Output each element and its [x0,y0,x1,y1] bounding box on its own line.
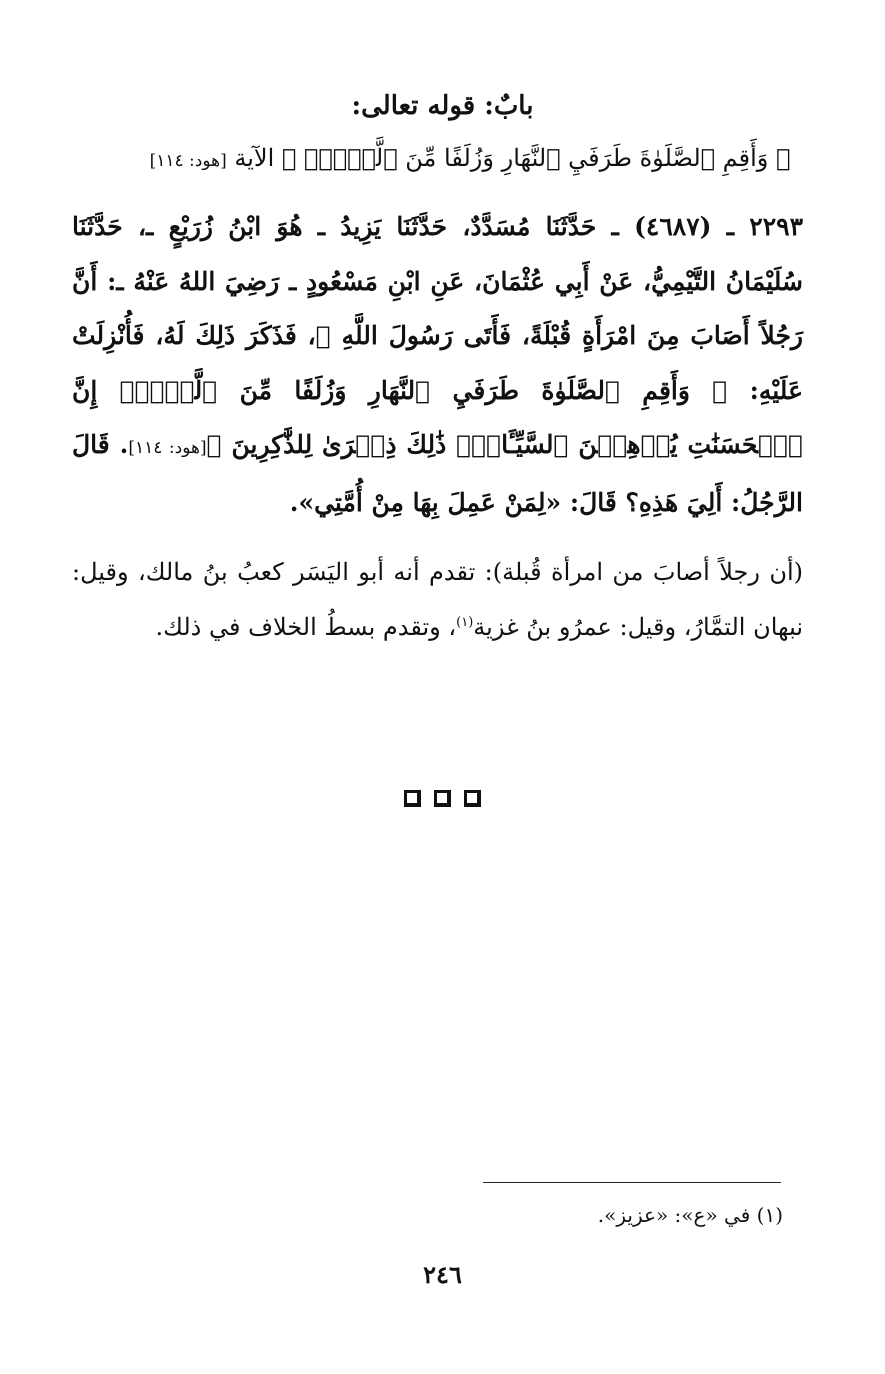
section-separator [0,790,885,807]
hadith-text [72,200,803,530]
separator-square-icon [464,790,481,807]
commentary-text-main: (أن رجلاً أصابَ من امرأة قُبلة): تقدم أنه أبو اليَسَر كعبُ بنُ مالك، وقيل: نبهان التمَّارُ، وقيل: عمرُو بنُ غزية [72,558,803,641]
footnote: (١) في «ع»: «عزيز». [597,1203,783,1227]
footnote-divider [483,1182,781,1183]
commentary-text-end: ، وتقدم بسطُ الخلاف في ذلك. [155,612,457,641]
chapter-title: بابٌ: قوله تعالى: [351,91,534,121]
hadith-verse-reference: [هود: ١١٤] [128,438,207,458]
verse-heading [140,140,800,179]
separator-square-icon [434,790,451,807]
verse-heading-reference: [هود: ١١٤] [149,151,227,171]
page-number: ٢٤٦ [423,1260,462,1289]
commentary-text [72,545,803,654]
footnote-marker: (١) [456,614,474,630]
hadith-text-end: . قَالَ الرَّجُلُ: أَلِيَ هَذِهِ؟ قَالَ: «لِمَنْ عَمِلَ بِهَا مِنْ أُمَّتِي». [72,430,803,517]
separator-square-icon [404,790,421,807]
verse-heading-text: ﴿ وَأَقِمِ ٱلصَّلَوٰةَ طَرَفَيِ ٱلنَّهَارِ وَزُلَفًا مِّنَ ٱلَّيۡلِۚ ﴾ الآية [234,144,791,172]
hadith-text-main: ٢٢٩٣ ـ (٤٦٨٧) ـ حَدَّثَنَا مُسَدَّدٌ، حَدَّثَنَا يَزِيدُ ـ هُوَ ابْنُ زُرَيْعٍ ـ، حَدَّثَنَا سُلَيْمَانُ التَّيْمِيُّ، عَنْ أَبِي عُثْمَانَ، عَنِ ابْنِ مَسْعُودٍ ـ رَضِيَ اللهُ عَنْهُ ـ: أَنَّ رَجُلاً أَصَابَ مِنَ امْرَأَةٍ قُبْلَةً، فَأَتَى رَسُولَ اللَّهِ ﷺ، فَذَكَرَ ذَلِكَ لَهُ، فَأُنْزِلَتْ عَلَيْهِ: ﴿ وَأَقِمِ ٱلصَّلَوٰةَ طَرَفَيِ ٱلنَّهَارِ وَزُلَفًا مِّنَ ٱلَّيۡلِۚ إِنَّ ٱلۡحَسَنَٰتِ يُذۡهِبۡنَ ٱلسَّيِّـَٔاتِۚ ذَٰلِكَ ذِكۡرَىٰ لِلذَّٰكِرِينَ ﴾ [72,212,803,459]
